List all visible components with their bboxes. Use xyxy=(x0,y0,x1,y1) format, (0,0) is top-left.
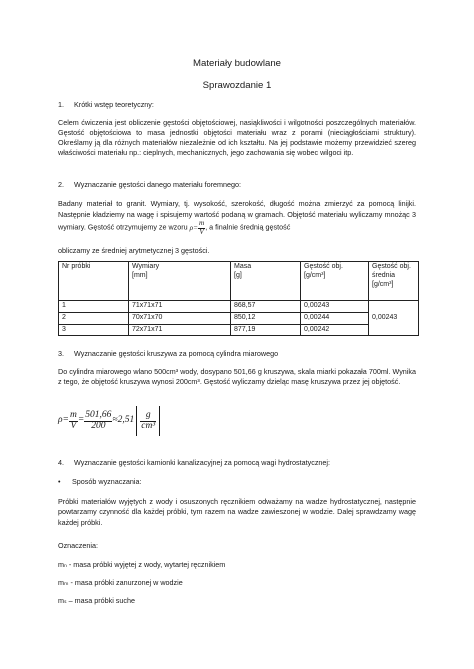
bullet-icon: • xyxy=(58,477,61,486)
table-cell: 0,00242 xyxy=(301,324,369,336)
document-subtitle: Sprawozdanie 1 xyxy=(202,80,272,91)
notation-desc: - masa próbki wyjętej z wody, wytartej ręcznikiem xyxy=(66,560,226,569)
section-number: 4. xyxy=(58,458,64,467)
section-2-paragraph xyxy=(58,198,416,236)
unit-bracket: $\frac{g}{\text{cm³}}$ xyxy=(136,406,160,436)
aggregate-density-formula: ρ= $\frac{m}{V}$ = $\frac{501,66}{200}$ ≈2,51 $\frac{g}{\text{cm³}}$ xyxy=(58,405,160,437)
table-row xyxy=(59,312,419,324)
notation-item xyxy=(58,560,225,570)
table-header-row xyxy=(59,262,419,301)
table-cell: 3 xyxy=(59,324,129,336)
table-cell: 868,57 xyxy=(231,301,301,313)
notation-desc: - masa próbki zanurzonej w wodzie xyxy=(68,578,183,587)
section-4-paragraph: Próbki materiałów wyjętych z wody i osuszonych ręcznikiem odważamy na wadze hydrostatycznej, następnie powtarzamy czynność dla każdej próbki, tym razem na wadze zawieszonej w wodzie. Dalej sprawdzamy wagę każdej próbki. xyxy=(58,497,416,527)
granite-table xyxy=(58,261,419,336)
document-title: Materiały budowlane xyxy=(193,58,281,69)
table-cell: 0,00244 xyxy=(301,312,369,324)
table-cell: 0,00243 xyxy=(301,301,369,313)
formula-fraction: $\frac{m}{V}$ xyxy=(198,219,205,236)
section-heading-text: Wyznaczanie gęstości kamionki kanalizacyjnej za pomocą wagi hydrostatycznej: xyxy=(74,458,331,467)
section-heading-text: Wyznaczanie gęstości danego materiału foremnego: xyxy=(74,180,241,189)
notation-symbol: mₙ xyxy=(58,560,67,569)
section-4-heading xyxy=(58,458,330,468)
density-formula: ρ= $\frac{m}{V}$ xyxy=(189,219,205,236)
table-cell: 2 xyxy=(59,312,129,324)
section-number: 2. xyxy=(58,180,64,189)
section-1-paragraph: Celem ćwiczenia jest obliczenie gęstości objętościowej, nasiąkliwości i wilgotności poszczególnych materiałów. Gęstość objętościowa to masa jednostki objętości materiału wraz z porami (nieciągłościami struktury). Określamy ją dla różnych materiałów niezależnie od ich kształtu. Na jej podstawie możemy przewidzieć szereg właściwości materiału np.: cieplnych, mechanicznych, jego zachowania się wobec wilgoci itp. xyxy=(58,118,416,157)
table-header-cell: Gęstość obj. średnia [g/cm³] xyxy=(369,262,419,301)
notation-item xyxy=(58,596,135,606)
section-2-text: Badany materiał to granit. Wymiary, tj. wysokość, szerokość, długość można zmierzyć za pomocą linijki. Następnie kładziemy na wagę i spisujemy wartość podaną w gramach. Objętość materiału wyliczamy mnożąc 3 wymiary. Gęstość otrzymujemy ze wzoru xyxy=(58,199,416,233)
section-heading-text: Wyznaczanie gęstości kruszywa za pomocą cylindra miarowego xyxy=(74,349,279,358)
section-3-paragraph: Do cylindra miarowego wlano 500cm³ wody, dosypano 501,66 g kruszywa, skala miarki pokazała 700ml. Wynika z tego, że objętość kruszywa wynosi 200cm³. Gęstość wyliczamy dzieląc masę kruszywa przez jej objętość. xyxy=(58,367,416,387)
table-average-cell: 0,00243 xyxy=(369,301,419,336)
section-2-text-after: , a finalnie średnią gęstość xyxy=(205,223,291,233)
section-2-text-end: obliczamy ze średniej arytmetycznej 3 gęstości. xyxy=(58,246,210,255)
section-heading-text: Krótki wstęp teoretyczny: xyxy=(74,100,154,109)
section-number: 3. xyxy=(58,349,64,358)
table-cell: 72x71x71 xyxy=(129,324,231,336)
section-number: 1. xyxy=(58,100,64,109)
table-header-cell: Masa [g] xyxy=(231,262,301,301)
bullet-text: Sposób wyznaczania: xyxy=(72,477,142,486)
notation-heading: Oznaczenia: xyxy=(58,541,98,550)
notation-item xyxy=(58,578,183,588)
section-3-heading xyxy=(58,349,278,359)
section-4-bullet xyxy=(58,477,142,487)
table-cell: 71x71x71 xyxy=(129,301,231,313)
table-header-cell: Nr próbki xyxy=(59,262,129,301)
notation-symbol: mₛ xyxy=(58,596,67,605)
section-1-heading xyxy=(58,100,154,110)
table-header-cell: Wymiary [mm] xyxy=(129,262,231,301)
notation-symbol: mₘ xyxy=(58,578,69,587)
table-row xyxy=(59,301,419,313)
table-cell: 877,19 xyxy=(231,324,301,336)
table-cell: 850,12 xyxy=(231,312,301,324)
table-header-cell: Gęstość obj. [g/cm³] xyxy=(301,262,369,301)
table-cell: 70x71x70 xyxy=(129,312,231,324)
table-cell: 1 xyxy=(59,301,129,313)
notation-desc: – masa próbki suche xyxy=(66,596,135,605)
section-2-heading xyxy=(58,180,241,190)
table-row xyxy=(59,324,419,336)
